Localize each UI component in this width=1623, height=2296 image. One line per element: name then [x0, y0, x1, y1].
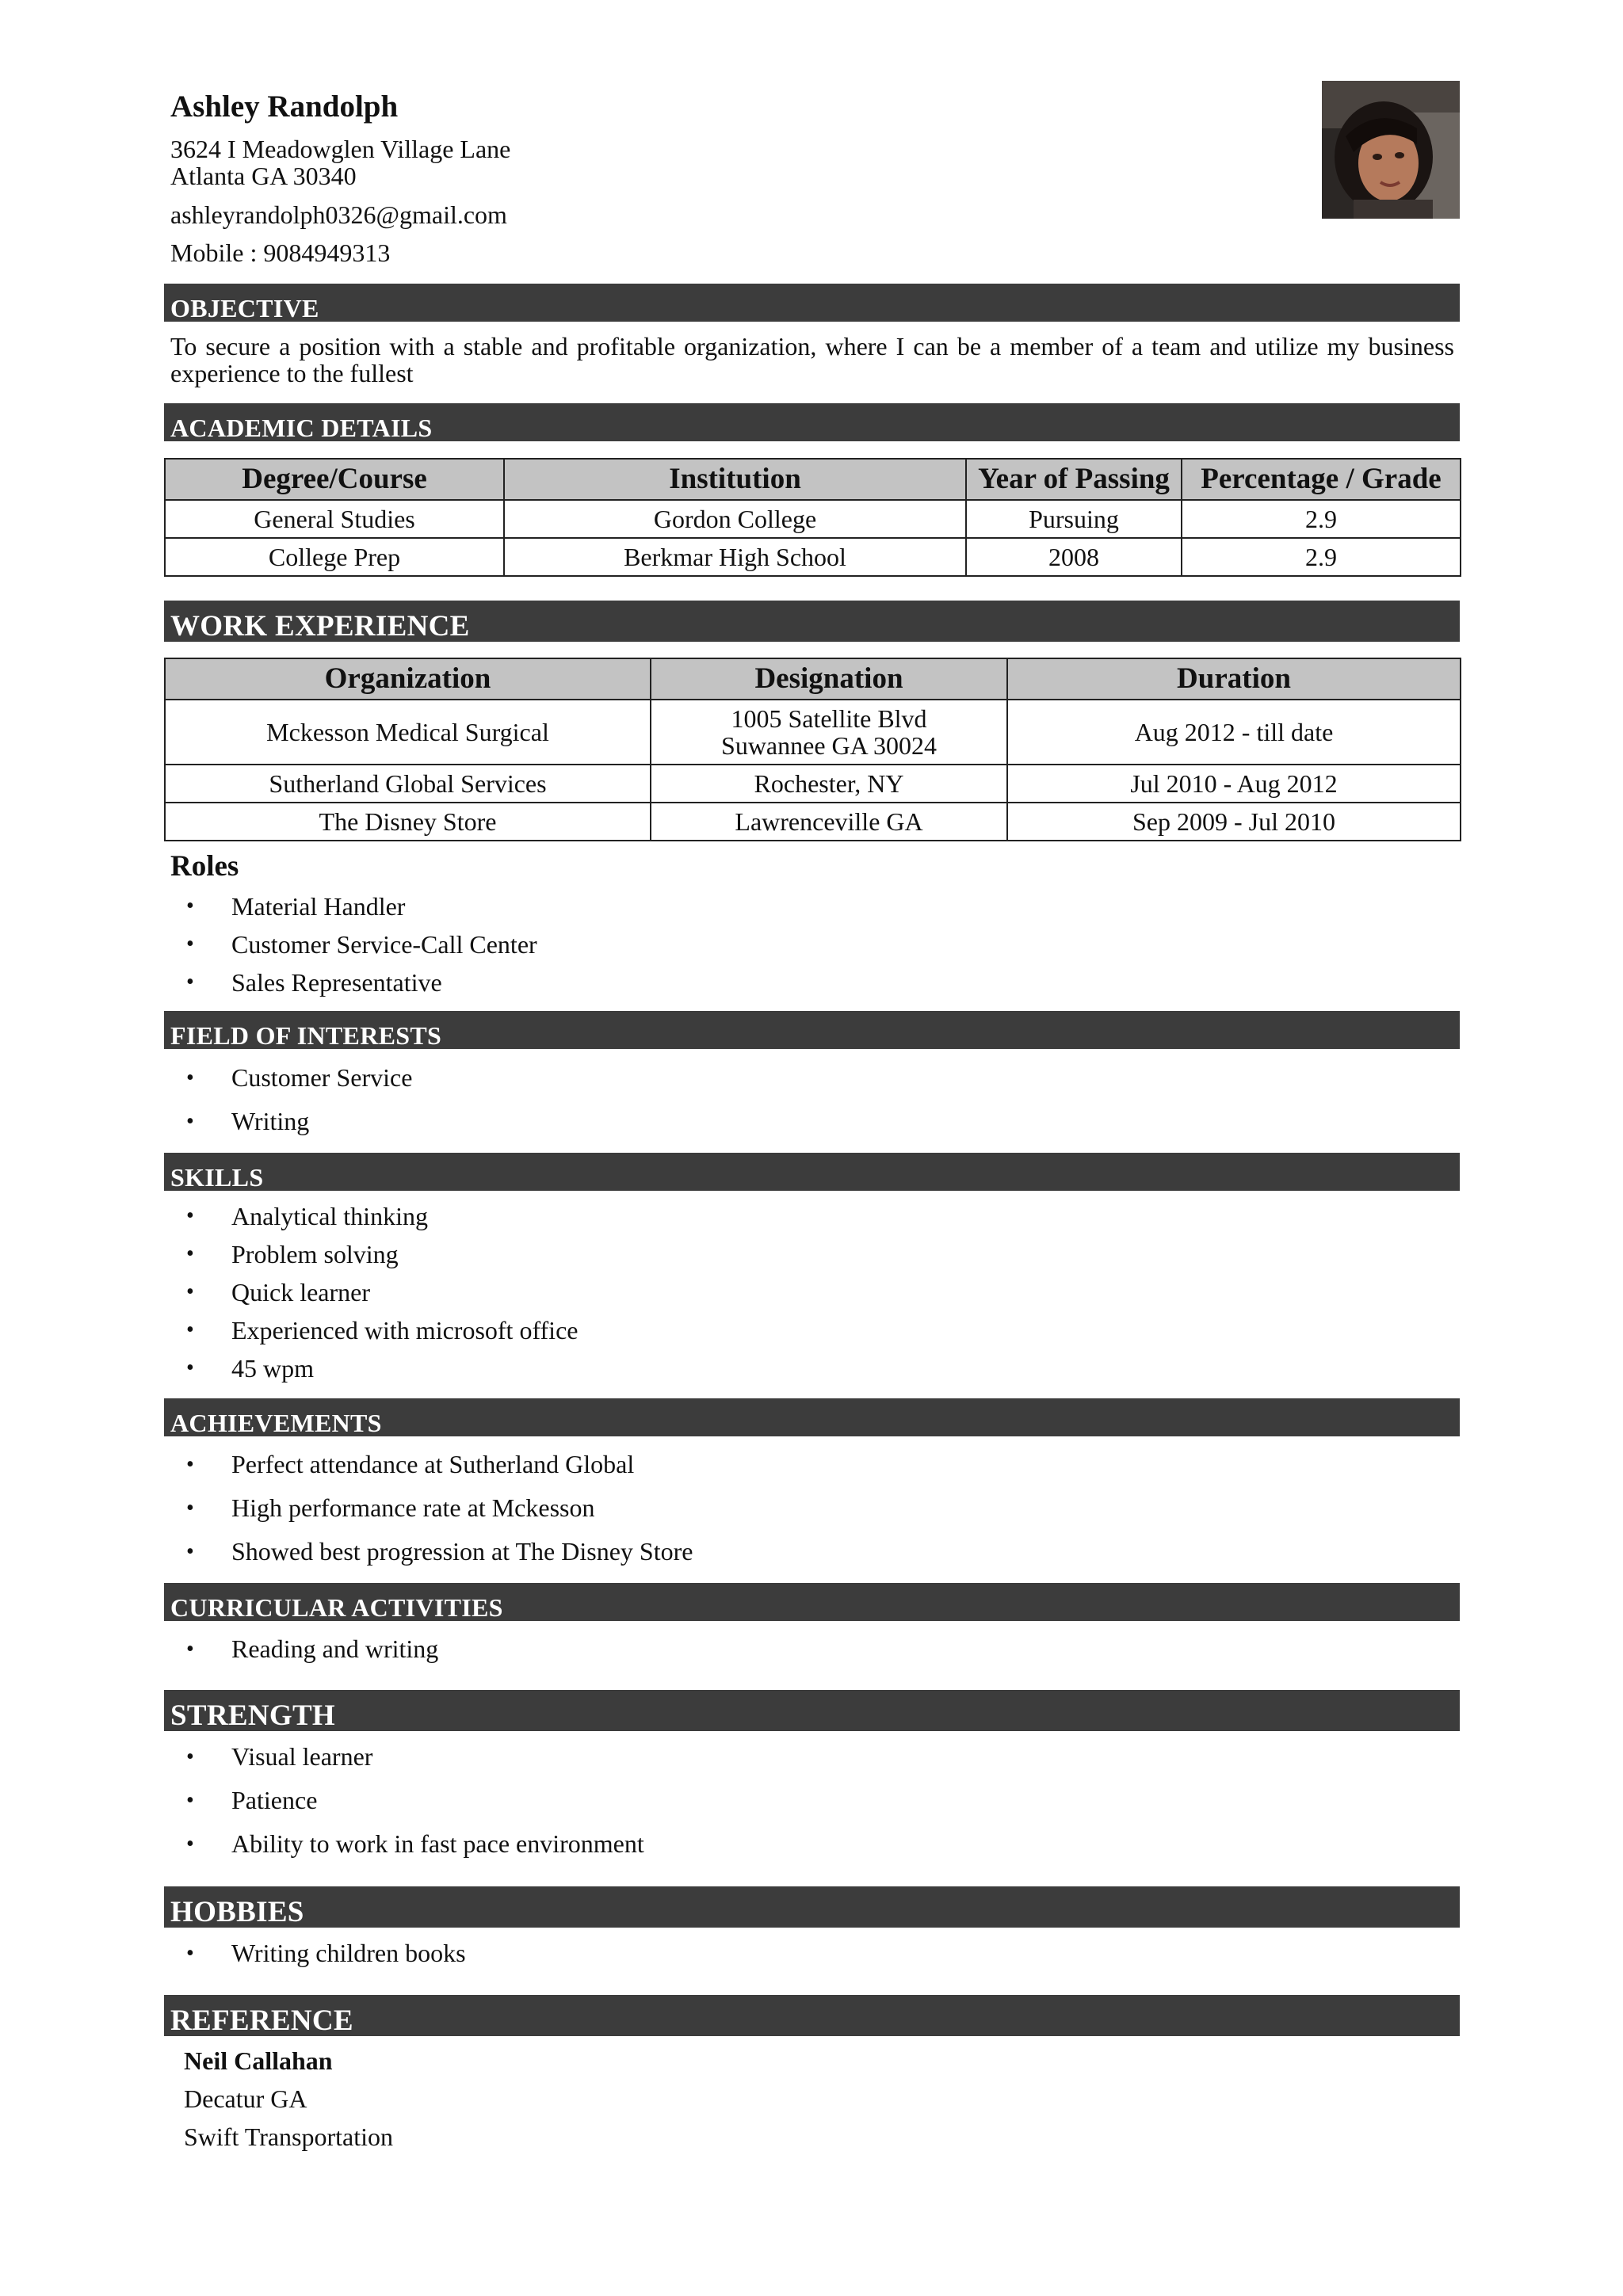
bullet-icon: • — [186, 1637, 194, 1661]
candidate-name: Ashley Randolph — [170, 90, 399, 124]
list-item — [170, 1056, 412, 1100]
roles-heading: Roles — [170, 850, 239, 883]
section-curricular-activities — [164, 1583, 1460, 1621]
list-item-text: Material Handler — [231, 892, 406, 921]
list-item — [170, 1100, 412, 1143]
section-work-experience — [164, 601, 1460, 642]
table-cell: 1005 Satellite Blvd Suwannee GA 30024 — [651, 700, 1007, 765]
section-title: SKILLS — [170, 1163, 264, 1192]
column-header: Degree/Course — [165, 459, 504, 500]
section-academic — [164, 403, 1460, 441]
roles-list — [170, 887, 537, 1001]
bullet-icon: • — [186, 1452, 194, 1477]
section-reference — [164, 1995, 1460, 2036]
list-item-text: High performance rate at Mckesson — [231, 1493, 595, 1522]
list-item-text: Ability to work in fast pace environment — [231, 1829, 644, 1858]
bullet-icon: • — [186, 932, 194, 956]
table-cell: 2008 — [966, 538, 1182, 576]
objective-text: To secure a position with a stable and profitable organization, where I can be a member of a team and utilize my business experience to the fullest — [170, 332, 1454, 387]
reference-name: Neil Callahan — [184, 2046, 333, 2075]
table-row — [165, 700, 1461, 765]
table-cell: The Disney Store — [165, 803, 651, 841]
table-cell: College Prep — [165, 538, 504, 576]
list-item-text: Patience — [231, 1786, 318, 1814]
curricular-list — [170, 1627, 438, 1671]
column-header: Year of Passing — [966, 459, 1182, 500]
table-cell: Sep 2009 - Jul 2010 — [1007, 803, 1461, 841]
list-item — [170, 1932, 466, 1975]
list-item-text: Writing — [231, 1107, 310, 1135]
hobbies-list — [170, 1932, 466, 1975]
list-item — [170, 1443, 693, 1486]
bullet-icon: • — [186, 1280, 194, 1304]
list-item — [170, 1235, 578, 1273]
list-item-text: 45 wpm — [231, 1354, 314, 1383]
section-objective — [164, 284, 1460, 322]
table-row — [165, 500, 1461, 538]
table-header-row — [165, 459, 1461, 500]
bullet-icon: • — [186, 1832, 194, 1856]
table-cell: General Studies — [165, 500, 504, 538]
list-item — [170, 1779, 644, 1822]
table-cell: Mckesson Medical Surgical — [165, 700, 651, 765]
list-item-text: Showed best progression at The Disney Store — [231, 1537, 693, 1566]
table-row — [165, 538, 1461, 576]
list-item — [170, 963, 537, 1001]
section-skills — [164, 1153, 1460, 1191]
table-cell: Jul 2010 - Aug 2012 — [1007, 765, 1461, 803]
list-item — [170, 925, 537, 963]
list-item-text: Perfect attendance at Sutherland Global — [231, 1450, 635, 1478]
list-item-text: Customer Service — [231, 1063, 413, 1092]
list-item — [170, 1627, 438, 1671]
table-cell: Lawrenceville GA — [651, 803, 1007, 841]
section-hobbies — [164, 1886, 1460, 1928]
bullet-icon: • — [186, 1109, 194, 1134]
table-header-row — [165, 658, 1461, 700]
bullet-icon: • — [186, 1496, 194, 1520]
interests-list — [170, 1056, 412, 1143]
section-achievements — [164, 1398, 1460, 1436]
section-title: CURRICULAR ACTIVITIES — [170, 1593, 503, 1622]
list-item — [170, 887, 537, 925]
list-item-text: Experienced with microsoft office — [231, 1316, 579, 1344]
list-item — [170, 1311, 578, 1349]
table-cell: Sutherland Global Services — [165, 765, 651, 803]
list-item-text: Problem solving — [231, 1240, 399, 1268]
profile-photo-image — [1322, 81, 1460, 219]
list-item-text: Visual learner — [231, 1742, 373, 1771]
academic-table — [164, 458, 1461, 577]
email: ashleyrandolph0326@gmail.com — [170, 200, 507, 229]
bullet-icon: • — [186, 1745, 194, 1769]
section-title: WORK EXPERIENCE — [170, 610, 470, 643]
section-title: ACHIEVEMENTS — [170, 1409, 382, 1437]
section-title: HOBBIES — [170, 1896, 304, 1928]
section-field-of-interests — [164, 1011, 1460, 1049]
table-row — [165, 803, 1461, 841]
list-item — [170, 1735, 644, 1779]
list-item-text: Quick learner — [231, 1278, 371, 1306]
column-header: Institution — [504, 459, 966, 500]
address-line-2: Atlanta GA 30340 — [170, 162, 357, 190]
list-item — [170, 1349, 578, 1387]
list-item-text: Reading and writing — [231, 1634, 439, 1663]
bullet-icon: • — [186, 970, 194, 994]
profile-photo — [1322, 81, 1460, 219]
bullet-icon: • — [186, 1356, 194, 1380]
section-title: STRENGTH — [170, 1699, 336, 1732]
list-item — [170, 1822, 644, 1866]
bullet-icon: • — [186, 1066, 194, 1090]
list-item — [170, 1530, 693, 1573]
column-header: Designation — [651, 658, 1007, 700]
bullet-icon: • — [186, 1788, 194, 1813]
achievements-list — [170, 1443, 693, 1573]
strength-list — [170, 1735, 644, 1866]
table-cell: 2.9 — [1182, 500, 1461, 538]
column-header: Duration — [1007, 658, 1461, 700]
section-title: OBJECTIVE — [170, 294, 319, 322]
work-table — [164, 658, 1461, 841]
table-cell: Rochester, NY — [651, 765, 1007, 803]
table-cell: Pursuing — [966, 500, 1182, 538]
address-line-1: 3624 I Meadowglen Village Lane — [170, 135, 511, 163]
skills-list — [170, 1197, 578, 1387]
list-item — [170, 1486, 693, 1530]
column-header: Organization — [165, 658, 651, 700]
bullet-icon: • — [186, 1941, 194, 1966]
table-cell: Berkmar High School — [504, 538, 966, 576]
table-row — [165, 765, 1461, 803]
list-item — [170, 1273, 578, 1311]
bullet-icon: • — [186, 1318, 194, 1342]
bullet-icon: • — [186, 1241, 194, 1266]
list-item — [170, 1197, 578, 1235]
bullet-icon: • — [186, 894, 194, 918]
list-item-text: Sales Representative — [231, 968, 442, 997]
section-title: REFERENCE — [170, 2004, 353, 2037]
bullet-icon: • — [186, 1539, 194, 1564]
bullet-icon: • — [186, 1203, 194, 1228]
mobile: Mobile : 9084949313 — [170, 238, 391, 267]
reference-city: Decatur GA — [184, 2084, 307, 2113]
section-strength — [164, 1690, 1460, 1731]
list-item-text: Writing children books — [231, 1939, 466, 1967]
table-cell: Aug 2012 - till date — [1007, 700, 1461, 765]
reference-company: Swift Transportation — [184, 2122, 394, 2151]
list-item-text: Analytical thinking — [231, 1202, 428, 1230]
column-header: Percentage / Grade — [1182, 459, 1461, 500]
table-cell: Gordon College — [504, 500, 966, 538]
section-title: FIELD OF INTERESTS — [170, 1021, 442, 1050]
section-title: ACADEMIC DETAILS — [170, 414, 433, 442]
list-item-text: Customer Service-Call Center — [231, 930, 537, 959]
table-cell: 2.9 — [1182, 538, 1461, 576]
